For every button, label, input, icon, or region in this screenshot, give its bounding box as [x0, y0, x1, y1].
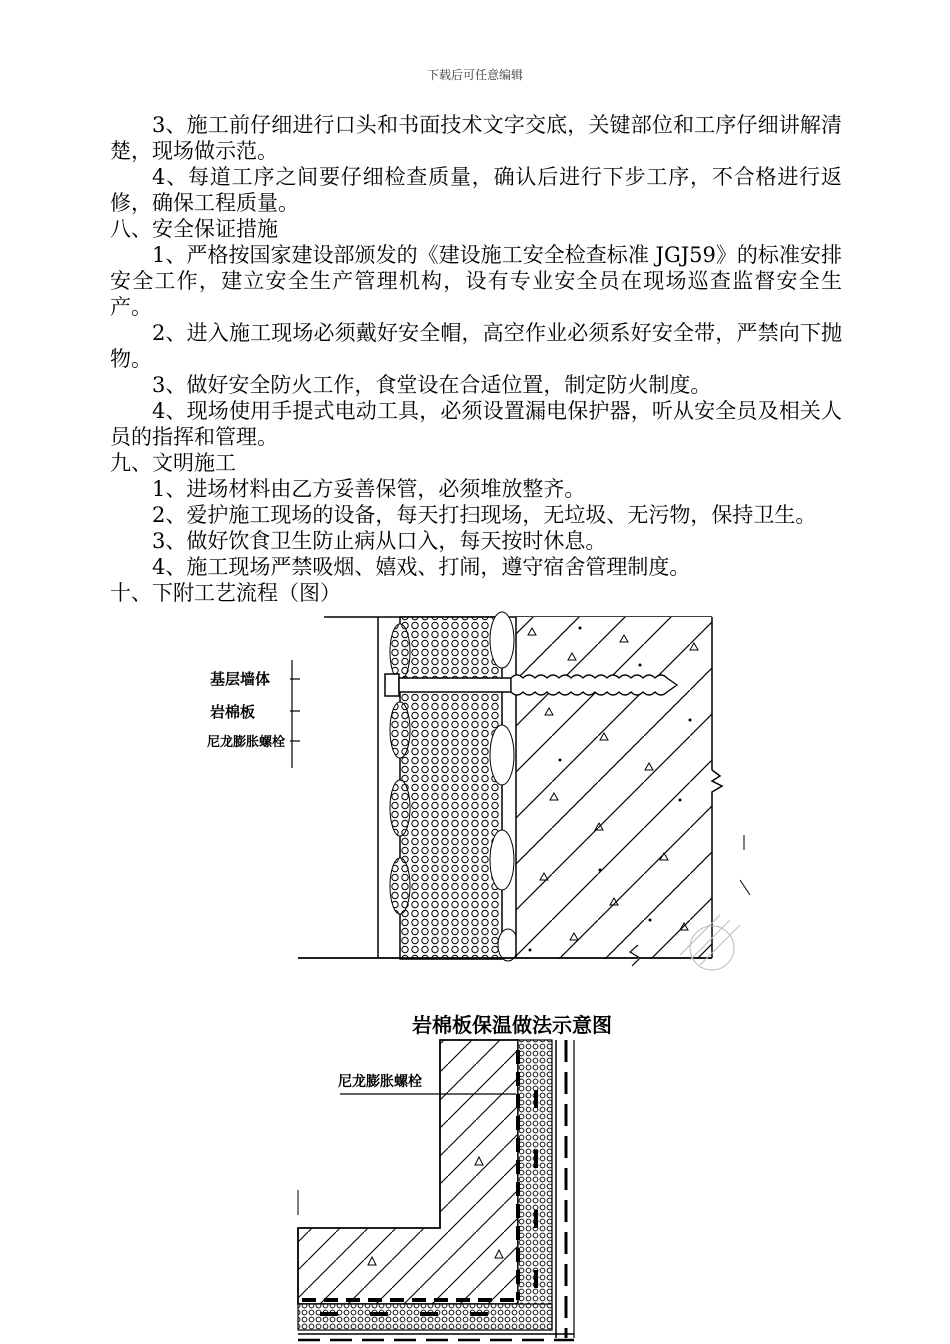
figure-title: 岩棉板保温做法示意图	[412, 1013, 612, 1037]
paragraph: 3、做好饮食卫生防止病从口入，每天按时休息。	[152, 529, 607, 553]
paragraph: 1、进场材料由乙方妥善保管，必须堆放整齐。	[152, 477, 586, 501]
paragraph: 3、施工前仔细进行口头和书面技术文字交底，关键部位和工序仔细讲解清楚，现场做示范。	[110, 113, 842, 163]
insulation-section-figure	[207, 612, 750, 970]
paragraph: 3、做好安全防火工作，食堂设在合适位置，制定防火制度。	[152, 373, 712, 397]
paragraph: 2、爱护施工现场的设备，每天打扫现场，无垃圾、无污物，保持卫生。	[152, 503, 817, 527]
paragraph: 4、每道工序之间要仔细检查质量，确认后进行下步工序，不合格进行返修，确保工程质量。	[110, 165, 842, 215]
label-nylon-anchor: 尼龙膨胀螺栓	[207, 735, 286, 750]
insulation-method-figure	[298, 1013, 612, 1340]
section-heading: 九、文明施工	[110, 451, 236, 475]
paragraph: 1、严格按国家建设部颁发的《建设施工安全检查标准 JGJ59》的标准安排安全工作，建立安全生产管理机构，设有专业安全员在现场巡查监督安全生产。	[110, 243, 842, 319]
section-heading: 十、下附工艺流程（图）	[110, 581, 341, 605]
paragraph: 4、施工现场严禁吸烟、嬉戏、打闹，遵守宿舍管理制度。	[152, 555, 691, 579]
page-header: 下载后可任意编辑	[426, 68, 523, 82]
label-nylon-anchor-2: 尼龙膨胀螺栓	[338, 1074, 422, 1090]
paragraph: 2、进入施工现场必须戴好安全帽，高空作业必须系好安全带，严禁向下抛物。	[110, 321, 842, 371]
section-heading: 八、安全保证措施	[110, 217, 278, 241]
paragraph: 4、现场使用手提式电动工具，必须设置漏电保护器，听从安全员及相关人员的指挥和管理。	[110, 399, 842, 449]
label-base-wall: 基层墙体	[210, 670, 271, 688]
label-rock-wool-board: 岩棉板	[210, 703, 256, 721]
